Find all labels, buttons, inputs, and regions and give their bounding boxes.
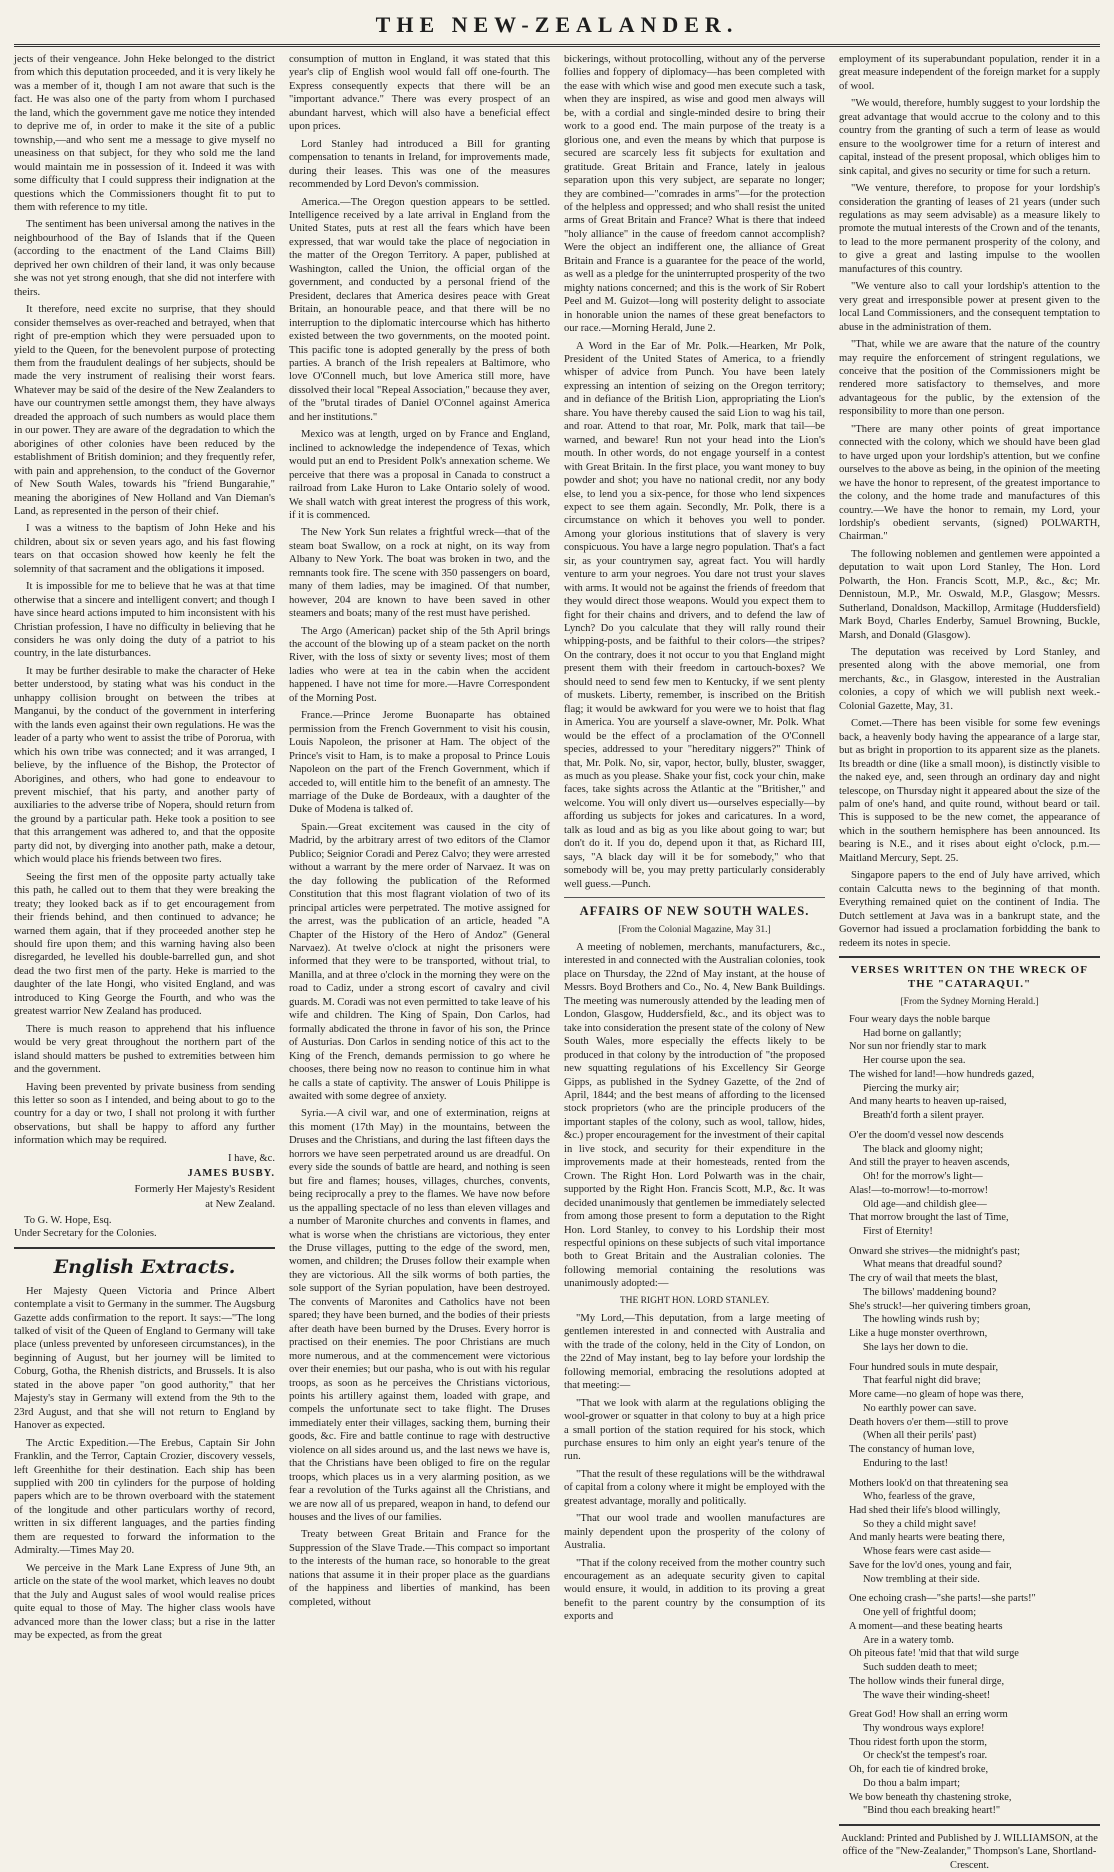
- paragraph: "We venture, therefore, to propose for your lordship's consideration the granting of leases of 21 years (under such regulations as may seem advisable) as a measure likely to promote the mutual interests of the Crown and of the tenants, to lead to the more permanent prosperity of the colony, and to give a great and lasting impulse to the woollen manufactures of this country.: [839, 183, 1100, 275]
- paragraph: Comet.—There has been visible for some few evenings back, a heavenly body having the appearance of a large star, but as bright in proportion to its apparent size as the planets. Its breadth or dine (like a small moon), is distinctly visible to the naked eye, and, seen through an ordinary day and night telescope, on Thursday night it appeared about the size of the palm of one's hand, and quite round, without beard or tail. This is supposed to be the new comet, the appearance of which in the southern hemisphere has been announced. Its bearing is N.E., and it rises about eight o'clock, p.m.—Maitland Mercury, Sept. 25.: [839, 718, 1100, 864]
- source-caption: [From the Colonial Magazine, May 31.]: [618, 924, 771, 935]
- verse-line: We bow beneath thy chastening stroke,: [849, 1791, 1012, 1803]
- stanza: [849, 1708, 1100, 1818]
- paragraph: "We venture also to call your lordship's attention to the very great and irresponsible power at present given to the local Land Commissioners, and the consequent temptation to abuse in the administration of them.: [839, 281, 1100, 333]
- verse-line: Like a huge monster overthrown,: [849, 1328, 988, 1340]
- verse-line: And still the prayer to heaven ascends,: [849, 1157, 1010, 1169]
- verse-line: Breath'd forth a silent prayer.: [863, 1110, 985, 1122]
- verse-line: Mothers look'd on that threatening sea: [849, 1477, 1009, 1489]
- verse-line: Alas!—to-morrow!—to-morrow!: [849, 1184, 989, 1196]
- verse-line: Had borne on gallantly;: [863, 1027, 962, 1039]
- paragraph: A meeting of noblemen, merchants, manufacturers, &c., interested in and connected with the Australian colonies, took place on Thursday, the 22nd of May instant, at the house of Messrs. Boyd Brothers and Co., No. 4, New Bank Buildings. The meeting was numerously attended by the leading men of London, Glasgow, Huddersfield, &c., and its object was to take into consideration the present state of the colony of New South Wales, more especially the effects likely to be produced in that colony by the introduction of "the proposed new squatting regulations of his Excellency Sir George Gipps, as published in the Sydney Gazette, of the 2nd of April, 1844; and the best means of affording to the licensed stock proprietors (who are the principle producers of the important staples of the colony, such as wool, tallow, hides, &c.) proper encouragement for the investment of their capital in live stock, and security for their expenditure in the improvements made at their homesteads, rented from the Crown. The Right Hon. Lord Polwarth was in the chair, supported by the Right Hon. Francis Scott, M.P., &c. It was decided unanimously that gentlemen be immediately selected from among those present to form a deputation to the Right Hon. Lord Stanley, to convey to his Lordship their most respectful opinions on these subjects of such vital importance both to Great Britain and the Australian colonies. The following memorial containing the resolutions was unanimously adopted:—: [564, 942, 825, 1290]
- paragraph: Having been prevented by private business from sending this letter so soon as I intended, and being about to go to the country for a day or two, I shall not prolong it with further observations, but shall be happy to afford any further information which may be required.: [14, 1081, 275, 1147]
- paragraph: "There are many other points of great importance connected with the colony, which we should have been glad to have urged upon your lordship's attention, but we confine ourselves to the above as being, in the opinion of the meeting we have the honor to represent, of the greatest importance to the colony, and the home trade and manufactures of this country.—We have the honor to remain, my Lord, your lordship's obedient servants, (signed) POLWARTH, Chairman.": [839, 423, 1100, 543]
- paragraph: The Arctic Expedition.—The Erebus, Captain Sir John Franklin, and the Terror, Captain Crozier, discovery vessels, left Greenhithe for their destination. Each ship has been supplied with 200 tin cylinders for the purpose of holding papers which are to be thrown overboard with the statement of the longitude and other particulars worthy of record, written in six different languages, and the parties finding them are requested to forward the information to the Admiralty.—Times May 20.: [14, 1437, 275, 1557]
- sign-off: I have, &c.: [227, 1152, 275, 1164]
- divider: [564, 897, 825, 898]
- verse-line: She lays her down to die.: [863, 1341, 969, 1353]
- paragraph: France.—Prince Jerome Buonaparte has obtained permission from the French Government to visit his cousin, Louis Napoleon, the prisoner at Ham. The object of the Prince's visit to Ham, is to make a proposal to Prince Louis Napoleon on the part of the French Government, which if acceded to, will entitle him to the benefit of an amnesty. The marriage of the Duke de Bordeaux, with a daughter of the Duke of Modena is talked of.: [289, 710, 550, 816]
- verse-line: The wished for land!—how hundreds gazed,: [849, 1068, 1035, 1080]
- paragraph: Syria.—A civil war, and one of extermination, reigns at this moment (17th May) in the mountains, between the Druses and the Christians, and during the last fifteen days the horrors we have seen perpetrated around us are dreadful. On every side the sounds of battle are heard, and nothing is seen but fire and flames; houses, villages, churches, convents, being reciprocally a prey to the flames. We have now before us the appalling spectacle of no less than eleven villages and a number of Maronite churches and convents in flames, and what is worse when the christians are victorious, they enter the Druse villages, putting to the edge of the sword, men, women, and children; the Druses follow their example when they are victorious. All the silk worms of both parties, the sole support of the Syrian population, have been destroyed. The convents of Maronites and Catholics have not been spared; they have been burned, and the bodies of their priests after death have been burned by the Druses. Every horror is practised on their enemies. The poor Christians are much more numerous, and at the commencement were victorious over their enemies; but our pasha, who is out with his regular troops, as soon as he perceives the Christians victorious, points his artillery against them, loaded with grape, and compels the unfortunate sect to take flight. The Druses immediately enter their villages, sacking them, burning their goods, &c. Fire and battle continue to rage with destructive violence on all sides around us, and the last news we have is, that the Christians have been obliged to fire on the regular troops, which places us in a very alarming position, as we fear a revolution of the Turks against all the Christians, and we are now all of us prepared, weapon in hand, to defend our houses and the lives of our families.: [289, 1108, 550, 1524]
- verse-line: Save for the lov'd ones, young and fair,: [849, 1559, 1012, 1571]
- columns: [14, 53, 1100, 1871]
- verse-line: Four hundred souls in mute despair,: [849, 1361, 999, 1373]
- paragraph: "That our wool trade and woollen manufactures are mainly dependent upon the prosperity of the colony of Australia.: [564, 1513, 825, 1552]
- section-title-english-extracts: English Extracts.: [53, 1255, 236, 1278]
- verse-line: The black and gloomy night;: [863, 1143, 984, 1155]
- verse-line: Oh! for the morrow's light—: [863, 1171, 983, 1183]
- paragraph: "That, while we are aware that the nature of the country may require the enforcement of stringent regulations, we conceive that the position of the Commissioners might be rendered more satisfactory to themselves, and more advantageous for the public, by the extension of the responsibility to more than one person.: [839, 339, 1100, 418]
- verse-line: Thy wondrous ways explore!: [863, 1722, 985, 1734]
- addressee: To G. W. Hope, Esq.: [24, 1214, 112, 1226]
- verse-title: VERSES WRITTEN ON THE WRECK OF THE "CATARAQUI.": [851, 964, 1088, 990]
- paragraph: employment of its superabundant population, render it in a great measure independent of the foreign market for a supply of wool.: [839, 54, 1100, 92]
- paragraph: "That we look with alarm at the regulations obliging the wool-grower or squatter in that colony to buy at a high price a small portion of the station required for his stock, which purchase ensures to him only an eight year's tenure of the run.: [564, 1397, 825, 1463]
- paragraph: It therefore, need excite no surprise, that they should consider themselves as over-reached and betrayed, when that right of pre-emption which they were persuaded upon to yield to the Queen, for the benevolent purpose of protecting them from the fraudulent dealings of her subjects, should be made the very instrument of realising their worst fears. Whatever may be said of the desire of the New Zealanders to have our countrymen settle amongst them, they have always dreaded the approach of such numbers as would place them in our power. They are aware of the degradation to which the aborigines of other colonies have been reduced by the establishment of British dominion; and they frequently refer, with pain and apprehension, to the conduct of the Governor of New South Wales, towards his "friend Bungarahie," meaning the aborigines of New Holland and Van Dieman's Land, as represented in the person of their chief.: [14, 304, 275, 517]
- paragraph: consumption of mutton in England, it was stated that this year's clip of English wool would fall off one-fourth. The Express consequently expects that there will be an "important advance." There was every prospect of an abundant harvest, which will also have a beneficial effect upon prices.: [289, 54, 550, 133]
- stanza: [849, 1361, 1100, 1471]
- verse-line: "Bind thou each breaking heart!": [863, 1805, 1001, 1817]
- verse-line: Do thou a balm impart;: [863, 1777, 960, 1789]
- verse-line: One yell of frightful doom;: [863, 1607, 977, 1619]
- paragraph: It is impossible for me to believe that he was at that time otherwise that a sincere and intelligent convert; and though I have since heard actions imputed to him inconsistent with his Christian profession, I have no difficulty in believing that he considers he was only doing the duty of a patriot to his country, in the late disturbances.: [14, 581, 275, 660]
- verse-line: Whose fears were cast aside—: [863, 1546, 991, 1558]
- verse-line: Oh piteous fate! 'mid that that wild surge: [849, 1648, 1019, 1660]
- verse-line: Or check'st the tempest's roar.: [863, 1750, 988, 1762]
- paragraph: The Argo (American) packet ship of the 5th April brings the account of the blowing up of a steam packet on the north River, with the loss of sixty or seventy lives; most of them ladies who were at tea in the cabin when the accident happened. I have not time for more.—Havre Correspondent of the Morning Post.: [289, 625, 550, 704]
- paragraph: Seeing the first men of the opposite party actually take this path, he called out to them that they were breaking the treaty; they looked back as if to get encouragement from their friends behind, and then continued to advance; he warned them again, that if they proceeded another step he should fire upon them; and this warning having also been disregarded, he levelled his double-barrelled gun, and shot dead the two first men of the party. Heke is married to the daughter of the late Hongi, who visited England, and was introduced to King George the Fourth, and who was the greatest warrior New Zealand has produced.: [14, 871, 275, 1018]
- divider: [14, 1247, 275, 1249]
- verse-line: Old age—and childish glee—: [863, 1198, 987, 1210]
- verse-line: No earthly power can save.: [863, 1402, 977, 1414]
- verse-line: And many hearts to heaven up-raised,: [849, 1096, 1007, 1108]
- paragraph: We perceive in the Mark Lane Express of June 9th, an article on the state of the wool market, which leaves no doubt that the July and August sales of wool would realise prices quite equal to those of May. The higher class wools have advanced more than the lower class; but a rise in the latter may be expected, as from the great: [14, 1562, 275, 1641]
- paragraph: jects of their vengeance. John Heke belonged to the district from which this deputation proceeded, and it is very likely he was a member of it, though I am not aware that such is the fact. He was also one of the party from whom I purchased the land, which the government gave me notice they intended to deprive me of, in order to make it the site of a public township,—and who sent me a message to give myself no uneasiness on that subject, for they who sold me the land would maintain me in possession of it. Indeed it was with some difficulty that I could suppress their indignation at the questions which the Commissioners thought fit to put to them with reference to my title.: [14, 54, 275, 213]
- paragraph: America.—The Oregon question appears to be settled. Intelligence received by a late arrival in England from the United States, puts at rest all the fears which have been expressed, that war would take the place of negociation in the matter of the Oregon Territory. A paper, published at Washington, called the Union, the official organ of the government, and conducted by a personal friend of the President, declares that America desires peace with Great Britain, an honourable peace, and that there will be no interruption to the diplomatic intercourse which has hitherto existed between the two governments, on the mooted point. This pacific tone is adopted generally by the press of both parties. A branch of the Irish repealers at Baltimore, who love O'Connell much, but love America still more, have dissolved their local "Repeal Association," because they aver, of the "brutal tirades of Daniel O'Connel against America and her institutions.": [289, 196, 550, 423]
- masthead-title: THE NEW-ZEALANDER.: [14, 6, 1100, 47]
- imprint: Auckland: Printed and Published by J. WILLIAMSON, at the office of the "New-Zealander," Thompson's Lane, Shortland-Crescent.: [839, 1824, 1100, 1872]
- verse-line: Piercing the murky air;: [863, 1082, 960, 1094]
- verse-line: A moment—and these beating hearts: [849, 1620, 1003, 1632]
- verse-line: That fearful night did brave;: [863, 1375, 981, 1387]
- paragraph: It may be further desirable to make the character of Heke better understood, by stating what was his conduct in the unhappy collision brought on between the tribes at Manganui, by the conduct of the government in interfering with the lands even against their own regulations. He was the leader of a party who went to assist the tribe of Pororua, with which his own tribe was connected; and it was arranged, I believe, by the influence of the Bishop, the Protector of Aborigines, and others, who had gone to endeavour to prevent mischief, that his party, and another party of auxiliaries to the adverse tribe of Nopera, should return from the ground by a particular path. Heke took a position to see that this arrangement was adhered to, and that the opposite party did not, by diverging into another path, make a detour, which would place his friends between two fires.: [14, 665, 275, 866]
- paragraph: "That if the colony received from the mother country such encouragement as an adequate security given to capital would ensure, it would, in addition to its proving a great benefit to the parent country by the consumption of its exports and: [564, 1557, 825, 1623]
- signature-title: at New Zealand.: [205, 1199, 275, 1211]
- paragraph: Mexico was at length, urged on by France and England, inclined to acknowledge the independence of Texas, which would put an end to President Polk's annexation scheme. We perceive that there was a proposal in Canada to construct a railroad from Lake Huron to Lake Ontario solely of wood. We shall watch with great interest the progress of this work, if it is commenced.: [289, 429, 550, 521]
- verse-line: She's struck!—her quivering timbers groan,: [849, 1300, 1031, 1312]
- section-title-new-south-wales: AFFAIRS OF NEW SOUTH WALES.: [579, 904, 810, 919]
- paragraph: Lord Stanley had introduced a Bill for granting compensation to tenants in Ireland, for improvements made, during their leases. This was one of the measures recommended by Lord Devon's commission.: [289, 138, 550, 191]
- verse-line: The wave their winding-sheet!: [863, 1689, 991, 1701]
- verse-line: Oh, for each tie of kindred broke,: [849, 1764, 989, 1776]
- verse-line: That morrow brought the last of Time,: [849, 1212, 1009, 1224]
- divider: [839, 956, 1100, 958]
- column-2: [289, 53, 550, 1872]
- paragraph: bickerings, without protocolling, without any of the perverse follies and foppery of diplomacy—has been completed with the ease with which wise and good men execute such a task, when they are inspired, as wise and good men always will be, with a cordial and single-minded desire to bring their work to a good end. The main purpose of the treaty is a glorious one, and even the means by which that purpose is secured are scarcely less fit subjects for exultation and gratitude. Great Britain and France, lately in jealous separation upon this very subject, are separate no longer; they are combined—"comrades in arms"—for the protection of the helpless and oppressed; and who shall resist the united arms of Great Britain and France? What is there that indeed "holy alliance" in the cause of freedom cannot accomplish? Were the object an indifferent one, the alliance of Great Britain and France is a guarantee for the peace of the world, as well as a pledge for the uninterrupted prosperity of the two mighty nations concerned; and this is the work of Sir Robert Peel and M. Guizot—long will posterity delight to associate in honorable union the names of these great benefactors to our race.—Morning Herald, June 2.: [564, 54, 825, 335]
- paragraph: Spain.—Great excitement was caused in the city of Madrid, by the arbitrary arrest of two editors of the Clamor Publico; Seignior Coradi and Perez Calvo; they were arrested without a warrant by the mere order of Narvaez. It was on the day following the publication of the Reformed Constitution that this most flagrant violation of two of its principal articles were perpetrated. The motive assigned for the arrest, was the publication of an article, headed "A Chapter of the History of the Hero of Andoz" (General Narvaez). At twelve o'clock at night the prisoners were informed that they were to be transported, without trial, to Manilla, and at three o'clock in the morning they were on the road to Cadiz, under a strong escort of cavalry and civil guards. M. Coradi was not even permitted to take leave of his wife and children. The King of Spain, Don Carlos, had formally abdicated the throne in favor of his son, the Prince of Austurias. Don Carlos in sending notice of this act to the King of the French, demands permission to go where he chooses, there being now no reason to continue him in what he calls a state of captivity. The answer of Louis Philippe is awaited with some degree of anxiety.: [289, 821, 550, 1102]
- poem: [839, 1013, 1100, 1818]
- verse-line: More came—no gleam of hope was there,: [849, 1389, 1024, 1401]
- stanza: [849, 1477, 1100, 1587]
- verse-line: Such sudden death to meet;: [863, 1662, 978, 1674]
- paragraph: Her Majesty Queen Victoria and Prince Albert contemplate a visit to Germany in the summer. The Augsburg Gazette adds confirmation to the report. It says:—"The long talked of visit of the Queen of England to Germany will take place (unless prevented by unforeseen circumstances), in the beginning of August, but her journey will be limited to Coburg, Gotha, the Rhenish districts, and Brussels. It is also stated in the above paper "on good authority," that her Majesty's stay in Germany will extend from the 9th to the 23rd August, and that she will not return to England by Hanover as expected.: [14, 1285, 275, 1432]
- paragraph: Treaty between Great Britain and France for the Suppression of the Slave Trade.—This compact so important to the interests of the human race, so honorable to the great nations that assume it in their proper place as the guardians of the happiness and liberties of mankind, has been completed, without: [289, 1529, 550, 1608]
- stanza: [849, 1129, 1100, 1239]
- signature-name: JAMES BUSBY.: [187, 1168, 275, 1180]
- verse-line: First of Eternity!: [863, 1226, 933, 1238]
- paragraph: There is much reason to apprehend that his influence would be very great throughout the northern part of the island should matters be pushed to extremities between him and the government.: [14, 1023, 275, 1076]
- verse-line: One echoing crash—"she parts!—she parts!": [849, 1593, 1036, 1605]
- stanza: [849, 1013, 1100, 1123]
- paragraph: The deputation was received by Lord Stanley, and presented along with the above memorial, one from merchants, &c., in Glasgow, interested in the Australian colonies, a copy of which we will publish next week.-Colonial Gazette, May, 31.: [839, 647, 1100, 712]
- verse-line: The howling winds rush by;: [863, 1314, 980, 1326]
- verse-line: Nor sun nor friendly star to mark: [849, 1041, 987, 1053]
- paragraph: The sentiment has been universal among the natives in the neighbourhood of the Bay of Islands that if the Queen (according to the enactment of the Land Claims Bill) deprived her own children of their land, it was only because she was not yet strong enough, that she did not interfere with theirs.: [14, 219, 275, 298]
- verse-line: Who, fearless of the grave,: [863, 1491, 975, 1503]
- paragraph: The following noblemen and gentlemen were appointed a deputation to wait upon Lord Stanley, The Hon. Lord Polwarth, the Hon. Francis Scott, M.P., &c., &c; Mr. Dennistoun, M.P., Mr. Oswald, M.P., Glasgow; Messrs. Sutherland, Donaldson, Mackillop, Armitage (Huddersfield) Mark Boyd, Charles Enderby, Samuel Browning, Buckle, Marsh, and Donald (Glasgow).: [839, 548, 1100, 641]
- addressee: Under Secretary for the Colonies.: [14, 1228, 157, 1240]
- stanza: [849, 1245, 1100, 1355]
- stanza: [849, 1592, 1100, 1702]
- paragraph: The New York Sun relates a frightful wreck—that of the steam boat Swallow, on a rock at night, on its way from Albany to New York. The boat was broken in two, and the remnants took fire. The scene with 350 passengers on board, many of them ladies, may be imagined. Of that number, however, 204 are known to have been saved in other steamers and boats; many of the rest must have perished.: [289, 527, 550, 620]
- verse-line: The constancy of human love,: [849, 1444, 975, 1456]
- verse-line: The billows' maddening bound?: [863, 1286, 997, 1298]
- paragraph: I was a witness to the baptism of John Heke and his children, about six or seven years ago, and his fast flowing tears on that occasion showed how keenly he felt the solemnity of that sacrament and the obligations it imposed.: [14, 523, 275, 575]
- signature-title: Formerly Her Majesty's Resident: [134, 1183, 275, 1195]
- verse-line: Four weary days the noble barque: [849, 1014, 991, 1025]
- verse-line: Her course upon the sea.: [863, 1055, 966, 1067]
- memorial-addressee: THE RIGHT HON. LORD STANLEY.: [619, 1295, 770, 1306]
- verse-line: So they a child might save!: [863, 1518, 977, 1530]
- verse-line: O'er the doom'd vessel now descends: [849, 1129, 1004, 1141]
- verse-caption: [From the Sydney Morning Herald.]: [900, 996, 1039, 1007]
- verse-line: The cry of wail that meets the blast,: [849, 1273, 998, 1285]
- column-4: [839, 53, 1100, 1872]
- verse-line: Onward she strives—the midnight's past;: [849, 1245, 1020, 1257]
- column-3: [564, 53, 825, 1872]
- verse-line: Death hovers o'er them—still to prove: [849, 1416, 1009, 1428]
- paragraph: "That the result of these regulations will be the withdrawal of capital from a colony where it might be employed with the greatest advantage, morally and politically.: [564, 1468, 825, 1507]
- verse-line: What means that dreadful sound?: [863, 1259, 1003, 1271]
- verse-line: Thou ridest forth upon the storm,: [849, 1736, 987, 1748]
- paragraph: A Word in the Ear of Mr. Polk.—Hearken, Mr Polk, President of the United States of America, to a friendly whisper of advice from Punch. You have been lately expressing an intention of seizing on the Oregon territory; and in defiance of the British Lion, appropriating the Lion's share. You have thereby caused the said Lion to wag his tail, and roar. Attend to that roar, Mr. Polk, mark that tail—be warned, and beware! Run not your head into the Lion's mouth. In other words, do not engage yourself in a contest with Great Britain. In the first place, you want money to buy powder and shot; you have no national credit, nor any body else, to lend you a six-pence, for those who lend sixpences expect to see them again. Secondly, Mr. Polk, there is a circumstance on which it behoves you well to ponder. Among your glorious institutions that of slavery is very conspicuous. You have a large negro population. That's a fact sir, as your countrymen say, agreat fact. You will hardly venture to arm your negroes. You dare not trust your slaves with arms. It would not be against the friends of freedom that they would direct those weapons. Would you expect them to fight for their chains and drivers, and to defend the law of Lynch? Do you calculate that they will rally round their whipping-posts, and be faithful to their colors—the stripes? On the contrary, does it not occur to you that England might present them with their freedom in cartouch-boxes? We should need to send few men to Kentucky, if we sent plenty of muskets. Liberty, remember, is inscribed on the British flag; it would be awkward for you were we to hoist that flag in America. You are yourself a slave-owner, Mr. Polk. What would be the effect of a proclamation of the O'Connell species, addressed to your "hereditary niggers?" Think of that, Mr. Polk. No, sir, vapor, hector, bully, bluster, swagger, as much as you please. Shake your fist, cock your chin, make faces, take sights across the Atlantic at the "Britisher," and welcome. You will only divert us—ourselves especially—by affording us subjects for jokes and caricatures. In a word, talk as loud and as big as you like about going to war; but don't do it. If you do, depend upon it that, as Richard III, says, "A black day will it be for somebody," who that somebody will be, you may pretty particularly considerably well guess.—Punch.: [564, 340, 825, 890]
- column-1-body: [14, 53, 275, 1148]
- paragraph: Singapore papers to the end of July have arrived, which contain Calcutta news to the beginning of that month. Everything remained quiet on the continent of India. The Dutch settlement at Java was in a bankrupt state, and the Governor had issued a proclamation forbidding the bank to redeem its notes in specie.: [839, 870, 1100, 949]
- verse-line: Now trembling at their side.: [863, 1573, 980, 1585]
- verse-line: Are in a watery tomb.: [863, 1634, 954, 1646]
- paragraph: "My Lord,—This deputation, from a large meeting of gentlemen interested in and connected with Australia and with the trade of the colony, held in the City of London, on the 22nd of May instant, beg to lay before your lordship the following memorial, embracing the resolutions adopted at that meeting:—: [564, 1312, 825, 1392]
- verse-line: And manly hearts were beating there,: [849, 1532, 1005, 1544]
- verse-line: (When all their perils' past): [863, 1430, 977, 1442]
- column-1: [14, 53, 275, 1872]
- paragraph: "We would, therefore, humbly suggest to your lordship the great advantage that would accrue to the colony and to this country from the granting of such a term of lease as would ensure to the woolgrower time for a return of interest and capital, instead of the present proposal, which obliges him to sink capital, and gives no security or time for such a return.: [839, 98, 1100, 177]
- verse-line: Great God! How shall an erring worm: [849, 1709, 1008, 1721]
- verse-line: Had shed their life's blood willingly,: [849, 1504, 1001, 1516]
- verse-line: Enduring to the last!: [863, 1457, 949, 1469]
- verse-line: The hollow winds their funeral dirge,: [849, 1675, 1005, 1687]
